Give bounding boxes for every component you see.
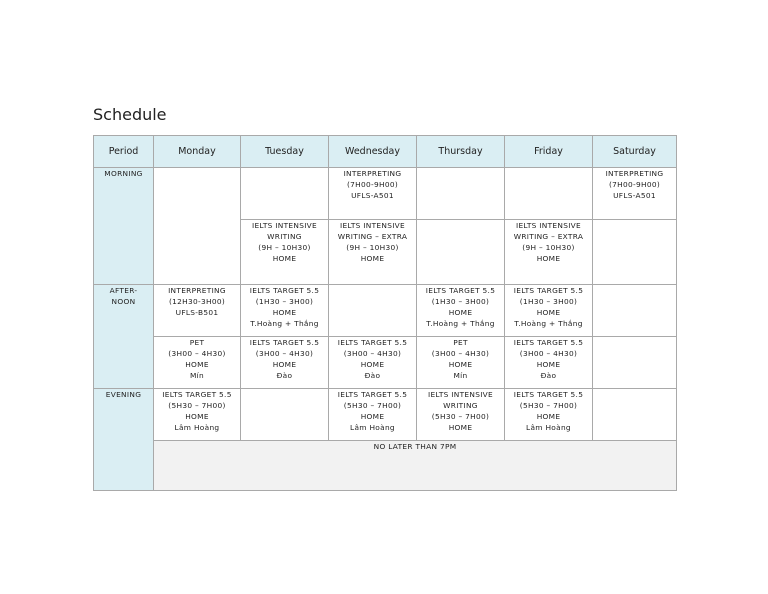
cell-fri-morning-1 — [505, 168, 593, 220]
cell-line: HOME — [536, 308, 561, 317]
schedule-table — [93, 135, 677, 491]
cell-line: Mín — [189, 371, 204, 380]
cell-mon-afternoon-1 — [154, 285, 241, 337]
header-monday: Monday — [154, 136, 241, 168]
cell-tue-afternoon-1 — [241, 285, 329, 337]
header-saturday: Saturday — [593, 136, 677, 168]
cell-line: (7H00-9H00) — [608, 180, 661, 189]
cell-line: Lâm Hoàng — [174, 423, 220, 432]
cell-line: (5H30 – 7H00) — [168, 401, 226, 410]
cell-line: (3H00 – 4H30) — [343, 349, 402, 358]
cell-line: Mín — [453, 371, 468, 380]
cell-wed-morning-2 — [329, 220, 417, 285]
cell-fri-evening — [505, 389, 593, 441]
cell-line: Đào — [364, 371, 381, 380]
cell-line: IELTS TARGET 5.5 — [513, 338, 584, 347]
cell-thu-afternoon-1 — [417, 285, 505, 337]
period-morning — [94, 168, 154, 285]
cell-line: WRITING – EXTRA — [337, 232, 408, 241]
late-note-text: NO LATER THAN 7PM — [373, 442, 457, 451]
cell-line: HOME — [448, 423, 473, 432]
table-row — [94, 337, 677, 389]
cell-wed-afternoon-2 — [329, 337, 417, 389]
header-row — [94, 136, 677, 168]
cell-sat-morning-2 — [593, 220, 677, 285]
cell-line: INTERPRETING — [343, 169, 402, 178]
cell-line: PET — [453, 338, 468, 347]
cell-tue-morning-2 — [241, 220, 329, 285]
table-row — [94, 168, 677, 220]
cell-line: (3H00 – 4H30) — [168, 349, 226, 358]
cell-line: IELTS INTENSIVE — [251, 221, 318, 230]
cell-line: IELTS TARGET 5.5 — [513, 390, 584, 399]
cell-line: INTERPRETING — [605, 169, 664, 178]
cell-line: Đào — [540, 371, 557, 380]
cell-line: (9H – 10H30) — [258, 243, 311, 252]
cell-line: (5H30 – 7H00) — [519, 401, 578, 410]
cell-line: HOME — [185, 360, 209, 369]
cell-line: Lâm Hoàng — [350, 423, 395, 432]
cell-line: HOME — [360, 412, 385, 421]
cell-fri-afternoon-1 — [505, 285, 593, 337]
table-row — [94, 441, 677, 491]
header-friday: Friday — [505, 136, 593, 168]
cell-thu-afternoon-2 — [417, 337, 505, 389]
late-note — [154, 441, 677, 491]
table-row — [94, 389, 677, 441]
period-label: AFTER- — [109, 286, 138, 295]
table-row — [94, 285, 677, 337]
cell-line: HOME — [272, 254, 297, 263]
cell-line: HOME — [448, 360, 473, 369]
cell-line: HOME — [448, 308, 473, 317]
cell-line: HOME — [185, 412, 209, 421]
cell-line: HOME — [536, 360, 561, 369]
cell-line: INTERPRETING — [168, 286, 226, 295]
cell-line: (1H30 – 3H00) — [431, 297, 490, 306]
cell-line: Đào — [276, 371, 293, 380]
cell-mon-afternoon-2 — [154, 337, 241, 389]
cell-mon-morning — [154, 168, 241, 285]
cell-line: (5H30 – 7H00) — [431, 412, 490, 421]
cell-sat-afternoon-1 — [593, 285, 677, 337]
cell-tue-afternoon-2 — [241, 337, 329, 389]
cell-line: (9H – 10H30) — [346, 243, 399, 252]
cell-line: WRITING – EXTRA — [513, 232, 584, 241]
header-period: Period — [94, 136, 154, 168]
cell-line: (3H00 – 4H30) — [431, 349, 490, 358]
period-label: MORNING — [104, 169, 143, 178]
cell-line: (3H00 – 4H30) — [519, 349, 578, 358]
cell-line: IELTS TARGET 5.5 — [249, 338, 320, 347]
period-evening — [94, 389, 154, 491]
cell-thu-evening — [417, 389, 505, 441]
cell-line: (9H – 10H30) — [522, 243, 575, 252]
period-label: EVENING — [105, 390, 142, 399]
cell-line: IELTS TARGET 5.5 — [162, 390, 232, 399]
cell-line: Lâm Hoàng — [526, 423, 571, 432]
cell-line: IELTS INTENSIVE — [515, 221, 582, 230]
cell-line: T.Hoàng + Thắng — [514, 319, 583, 328]
page-title: Schedule — [93, 105, 167, 124]
cell-thu-morning-1 — [417, 168, 505, 220]
cell-line: HOME — [272, 308, 297, 317]
cell-line: (1H30 – 3H00) — [255, 297, 314, 306]
cell-line: HOME — [536, 412, 561, 421]
cell-line: HOME — [272, 360, 297, 369]
cell-line: IELTS TARGET 5.5 — [337, 390, 408, 399]
cell-line: IELTS INTENSIVE — [339, 221, 406, 230]
cell-line: IELTS TARGET 5.5 — [513, 286, 584, 295]
cell-line: WRITING — [443, 401, 478, 410]
cell-line: IELTS TARGET 5.5 — [337, 338, 408, 347]
cell-line: UFLS-A501 — [351, 191, 394, 200]
cell-line: (1H30 – 3H00) — [519, 297, 578, 306]
header-tuesday: Tuesday — [241, 136, 329, 168]
cell-wed-morning-1 — [329, 168, 417, 220]
cell-line: (5H30 – 7H00) — [343, 401, 402, 410]
cell-line: T.Hoàng + Thắng — [426, 319, 495, 328]
header-wednesday: Wednesday — [329, 136, 417, 168]
cell-tue-evening — [241, 389, 329, 441]
cell-line: T.Hoàng + Thắng — [250, 319, 319, 328]
period-afternoon — [94, 285, 154, 389]
cell-sat-afternoon-2 — [593, 337, 677, 389]
cell-sat-evening — [593, 389, 677, 441]
cell-line: (7H00-9H00) — [346, 180, 399, 189]
cell-line: IELTS INTENSIVE — [427, 390, 494, 399]
cell-line: HOME — [360, 254, 385, 263]
cell-line: PET — [189, 338, 205, 347]
cell-line: HOME — [536, 254, 561, 263]
cell-line: (12H30-3H00) — [168, 297, 226, 306]
cell-line: IELTS TARGET 5.5 — [249, 286, 320, 295]
cell-thu-morning-2 — [417, 220, 505, 285]
cell-fri-afternoon-2 — [505, 337, 593, 389]
cell-mon-evening — [154, 389, 241, 441]
cell-wed-afternoon-1 — [329, 285, 417, 337]
cell-sat-morning-1 — [593, 168, 677, 220]
cell-tue-morning-1 — [241, 168, 329, 220]
header-thursday: Thursday — [417, 136, 505, 168]
cell-line: (3H00 – 4H30) — [255, 349, 314, 358]
cell-wed-evening — [329, 389, 417, 441]
cell-line: UFLS-A501 — [613, 191, 656, 200]
cell-line: UFLS-B501 — [175, 308, 219, 317]
cell-fri-morning-2 — [505, 220, 593, 285]
period-label: NOON — [111, 297, 136, 306]
cell-line: HOME — [360, 360, 385, 369]
cell-line: IELTS TARGET 5.5 — [425, 286, 496, 295]
cell-line: WRITING — [267, 232, 302, 241]
